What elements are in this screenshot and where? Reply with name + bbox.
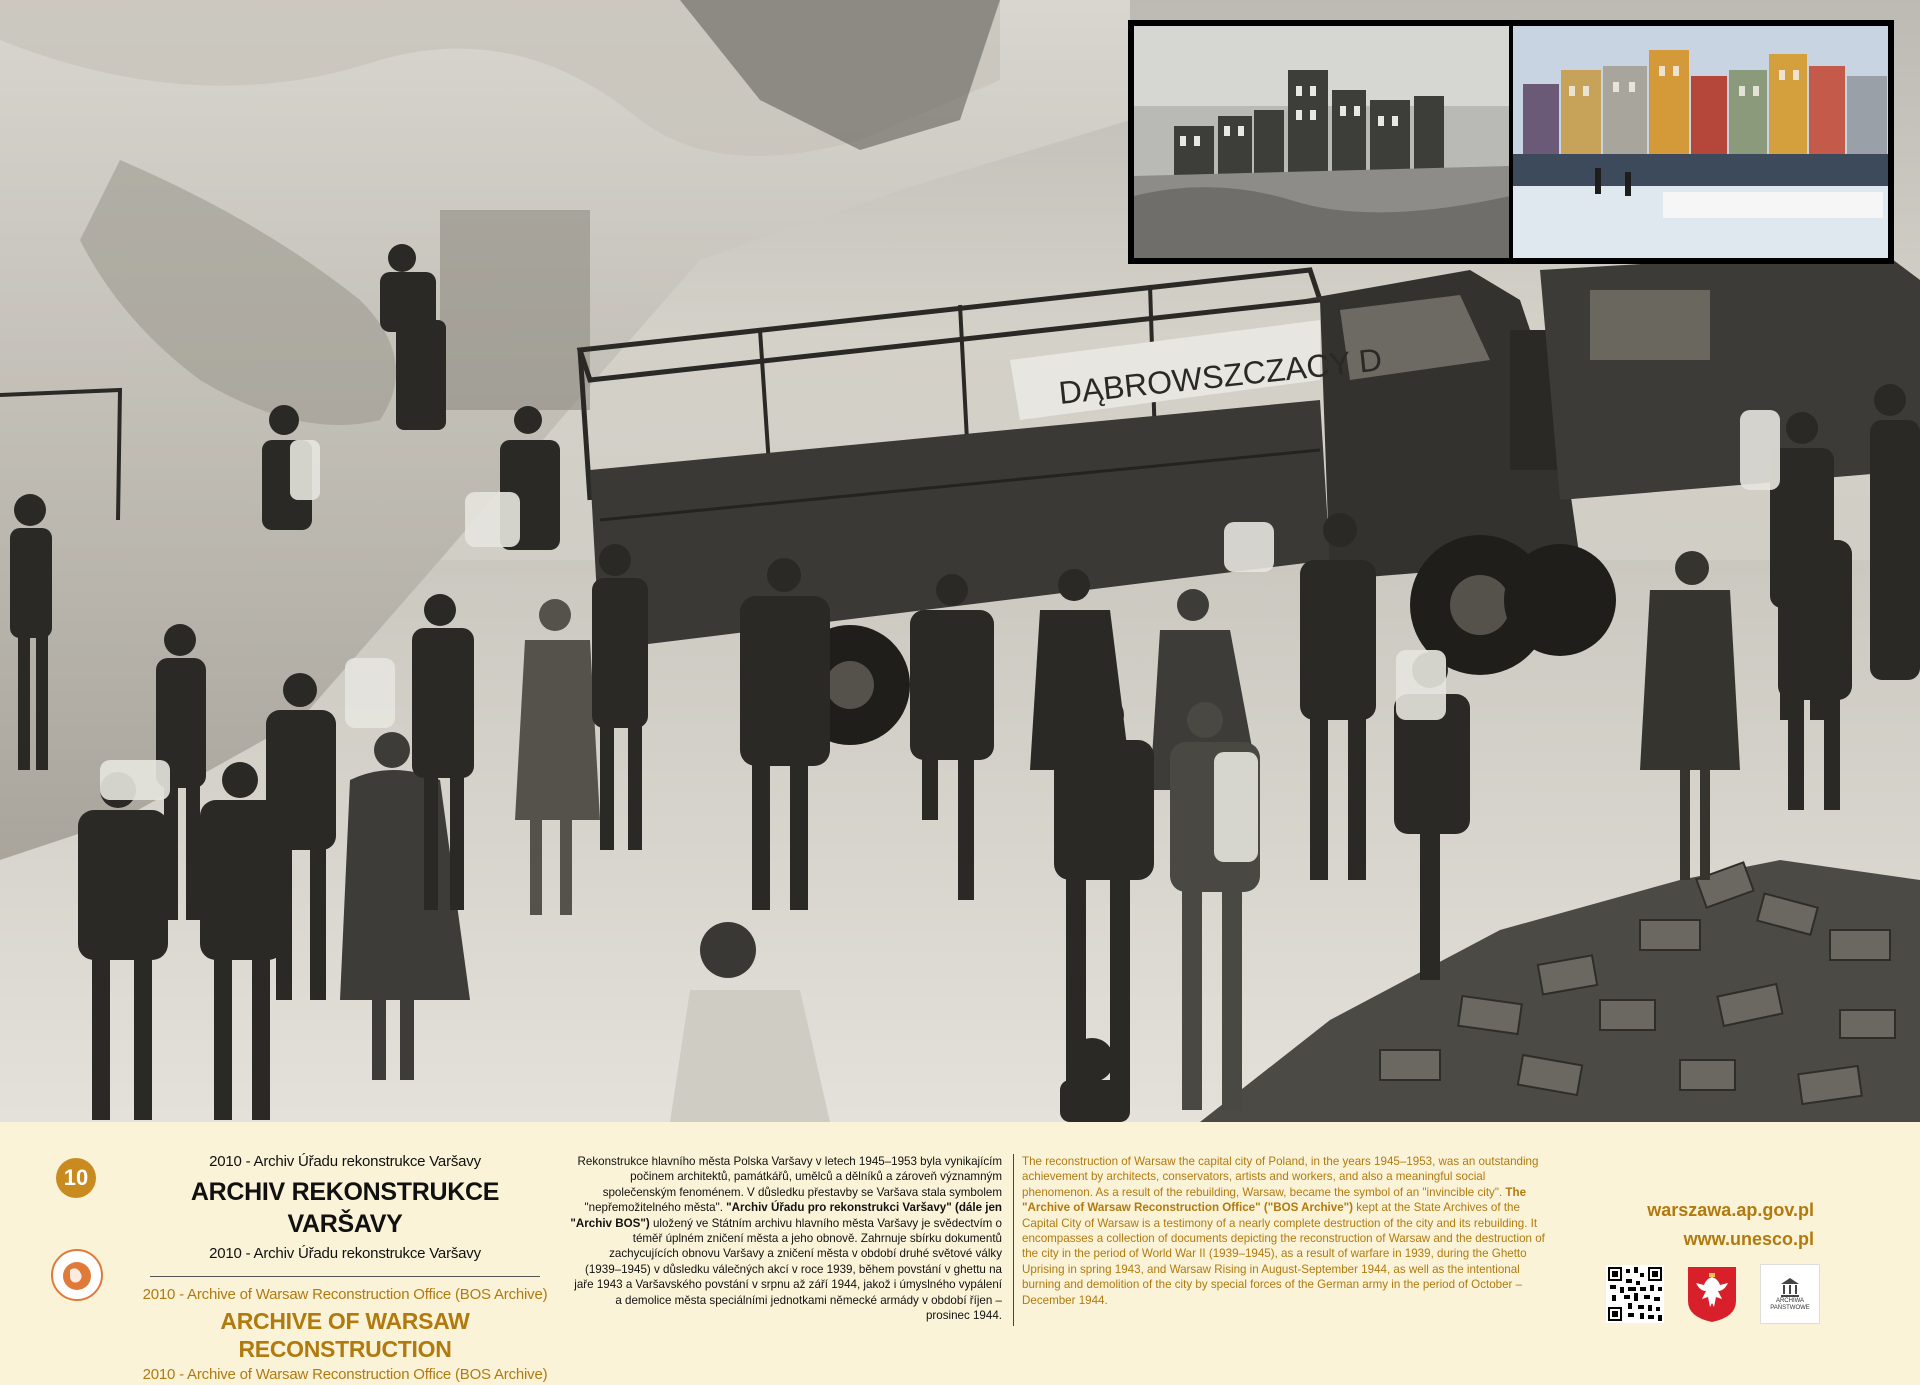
english-description: [1022, 1154, 1552, 1308]
cz-text-part1: Rekonstrukce hlavního města Polska Varšavy v letech 1945–1953 byla vynikajícím počinem architektů, památkářů, umělců a dělníků a zároveň významným společenským fenoménem. V důsledku přestavby se Varšava stala symbolem "nepřemožitelného města".: [577, 1155, 1002, 1215]
czech-description: [570, 1154, 1002, 1323]
caption-footer: [0, 1122, 1920, 1383]
logo-row: [1606, 1264, 1820, 1324]
en-title: ARCHIVE OF WARSAW RECONSTRUCTION: [220, 1308, 470, 1362]
column-divider: [1013, 1154, 1014, 1326]
archives-logo-line-1: ARCHIWA: [1775, 1298, 1805, 1304]
qr-code-icon[interactable]: [1606, 1265, 1664, 1323]
state-archives-logo: [1760, 1264, 1820, 1324]
archives-logo-line-2: PAŃSTWOWE: [1770, 1305, 1810, 1311]
cz-text-part2: uložený ve Státním archivu hlavního města Varšavy je svědectvím o téměř úplném zničení města a jeho obnově. Zahrnuje sbírku dokumentů zachycujících obnovu Varšavy a zničení města v období druhé světové války (1939–1945) v důsledku válečných akcí v roce 1939, během povstání v ghettu na jaře 1943 a Varšavského povstání v srpnu až září 1944, jakož i úmyslného vypálení a demolice města speciálními jednotkami německé armády v období říjen – prosinec 1944.: [574, 1216, 1002, 1323]
archives-building-icon: [1779, 1276, 1801, 1298]
truck-banner: DĄBROWSZCZACY D: [1056, 341, 1384, 411]
cz-title: ARCHIV REKONSTRUKCE VARŠAVY: [190, 1178, 500, 1238]
inset-rebuilt-today: [1513, 26, 1888, 258]
en-text-bold: The "Archive of Warsaw Reconstruction Office" ("BOS Archive"): [1022, 1185, 1527, 1215]
cz-text-bold: "Archiv Úřadu pro rekonstrukci Varšavy" (dále jen "Archiv BOS"): [570, 1201, 1002, 1230]
en-text-part1: The reconstruction of Warsaw the capital city of Poland, in the years 1945–1953, was an outstanding achievement by architects, conservators, artists and workers, and also a meaningful social phenomenon. As a result of the rebuilding, Warsaw, became the symbol of an "invincible city".: [1022, 1155, 1539, 1199]
cz-subtitle-bottom: 2010 - Archiv Úřadu rekonstrukce Varšavy: [209, 1245, 481, 1262]
cz-subtitle-top: 2010 - Archiv Úřadu rekonstrukce Varšavy: [209, 1153, 481, 1170]
en-text-part2: kept at the State Archives of the Capital City of Warsaw is a testimony of a nearly complete destruction of the city and its rebuilding. It encompasses a collection of documents depicting the reconstruction of Warsaw and the destruction of the city in the period of World War II (1939–1945), as a result of warfare in 1939, during the Ghetto Uprising in spring 1943, and Warsaw Rising in August-September 1944, as well as the intentional burning and demolition of the city by special forces of the German army in the period of October – December 1944.: [1022, 1201, 1545, 1307]
en-subtitle-top: 2010 - Archive of Warsaw Reconstruction Office (BOS Archive): [142, 1286, 548, 1303]
panel-number-badge: 10: [56, 1158, 96, 1198]
link-warszawa-archive[interactable]: warszawa.ap.gov.pl: [1647, 1200, 1814, 1220]
en-subtitle-bottom: 2010 - Archive of Warsaw Reconstruction Office (BOS Archive): [142, 1366, 548, 1383]
memory-of-the-world-seal-icon: [50, 1248, 104, 1302]
polish-eagle-emblem-icon: [1686, 1265, 1738, 1323]
title-block: [140, 1152, 550, 1385]
title-divider: [150, 1276, 540, 1277]
website-links: [1647, 1196, 1814, 1254]
before-after-inset: [1128, 20, 1894, 264]
inset-ruins-1945: [1134, 26, 1509, 258]
link-unesco[interactable]: www.unesco.pl: [1683, 1229, 1814, 1249]
